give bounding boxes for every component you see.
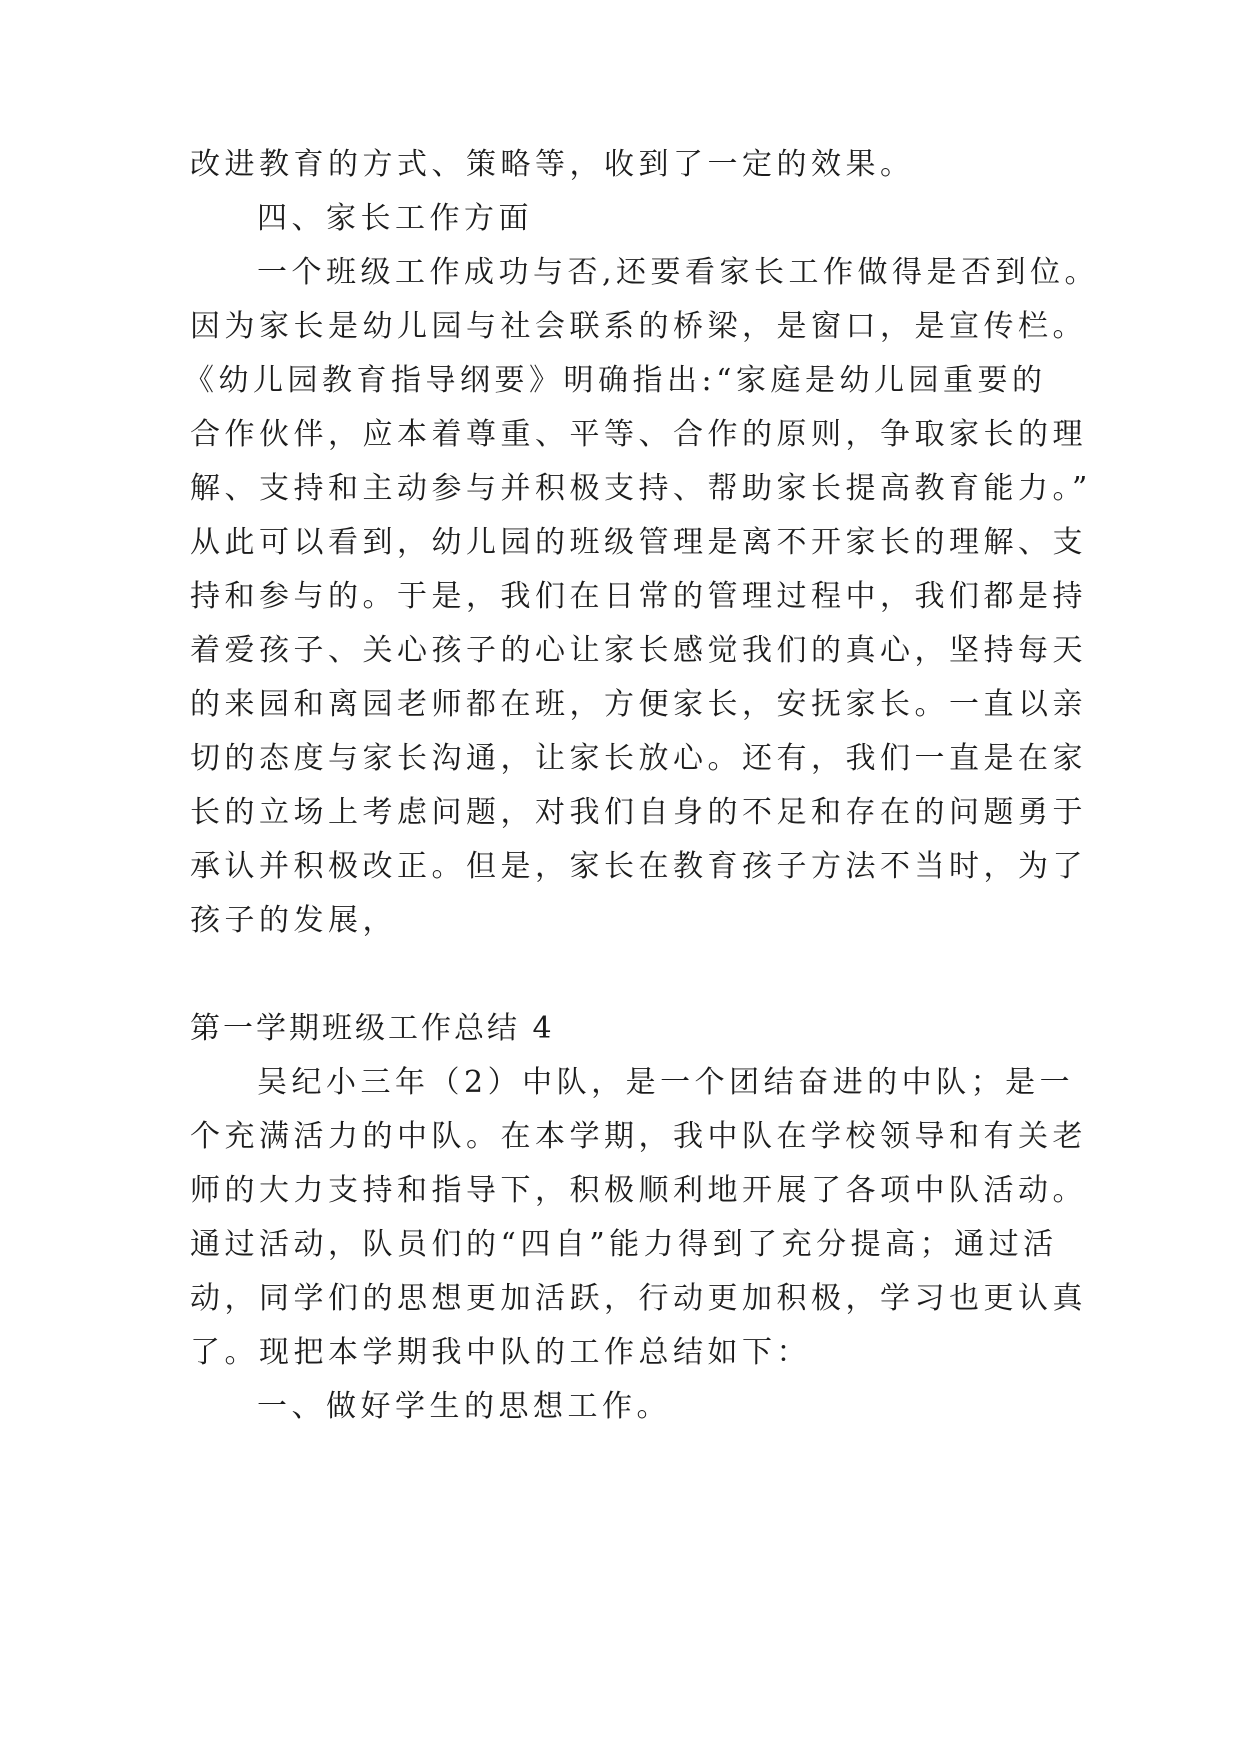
- paragraph-line: 长的立场上考虑问题，对我们自身的不足和存在的问题勇于: [190, 795, 1087, 830]
- section-heading-student-thoughts: 一、做好学生的思想工作。: [257, 1389, 671, 1424]
- paragraph-line: 《幼儿园教育指导纲要》明确指出:“家庭是幼儿园重要的: [184, 363, 1047, 398]
- paragraph-line: 师的大力支持和指导下，积极顺利地开展了各项中队活动。: [190, 1173, 1087, 1208]
- paragraph-line: 了。现把本学期我中队的工作总结如下：: [190, 1335, 811, 1370]
- paragraph-line: 合作伙伴，应本着尊重、平等、合作的原则，争取家长的理: [190, 417, 1087, 452]
- paragraph-line: 切的态度与家长沟通，让家长放心。还有，我们一直是在家: [190, 741, 1087, 776]
- paragraph-line: 着爱孩子、关心孩子的心让家长感觉我们的真心，坚持每天: [190, 633, 1087, 668]
- paragraph-line: 个充满活力的中队。在本学期，我中队在学校领导和有关老: [190, 1119, 1087, 1154]
- paragraph-line: 改进教育的方式、策略等，收到了一定的效果。: [190, 147, 915, 182]
- paragraph-line: 动，同学们的思想更加活跃，行动更加积极，学习也更认真: [190, 1281, 1087, 1316]
- paragraph-line: 吴纪小三年（2）中队，是一个团结奋进的中队；是一: [257, 1065, 1075, 1100]
- paragraph-line: 一个班级工作成功与否,还要看家长工作做得是否到位。: [257, 255, 1100, 290]
- paragraph-line: 持和参与的。于是，我们在日常的管理过程中，我们都是持: [190, 579, 1087, 614]
- paragraph-line: 承认并积极改正。但是，家长在教育孩子方法不当时，为了: [190, 849, 1087, 884]
- section-heading-parent-work: 四、家长工作方面: [257, 201, 533, 236]
- paragraph-line: 从此可以看到，幼儿园的班级管理是离不开家长的理解、支: [190, 525, 1087, 560]
- paragraph-line: 通过活动，队员们的“四自”能力得到了充分提高；通过活: [190, 1227, 1058, 1262]
- paragraph-line: 解、支持和主动参与并积极支持、帮助家长提高教育能力。”: [190, 471, 1092, 506]
- paragraph-line: 因为家长是幼儿园与社会联系的桥梁，是窗口，是宣传栏。: [190, 309, 1087, 344]
- paragraph-line: 的来园和离园老师都在班，方便家长，安抚家长。一直以亲: [190, 687, 1087, 722]
- paragraph-line: 孩子的发展，: [190, 903, 397, 938]
- article-title: 第一学期班级工作总结 4: [190, 1011, 555, 1046]
